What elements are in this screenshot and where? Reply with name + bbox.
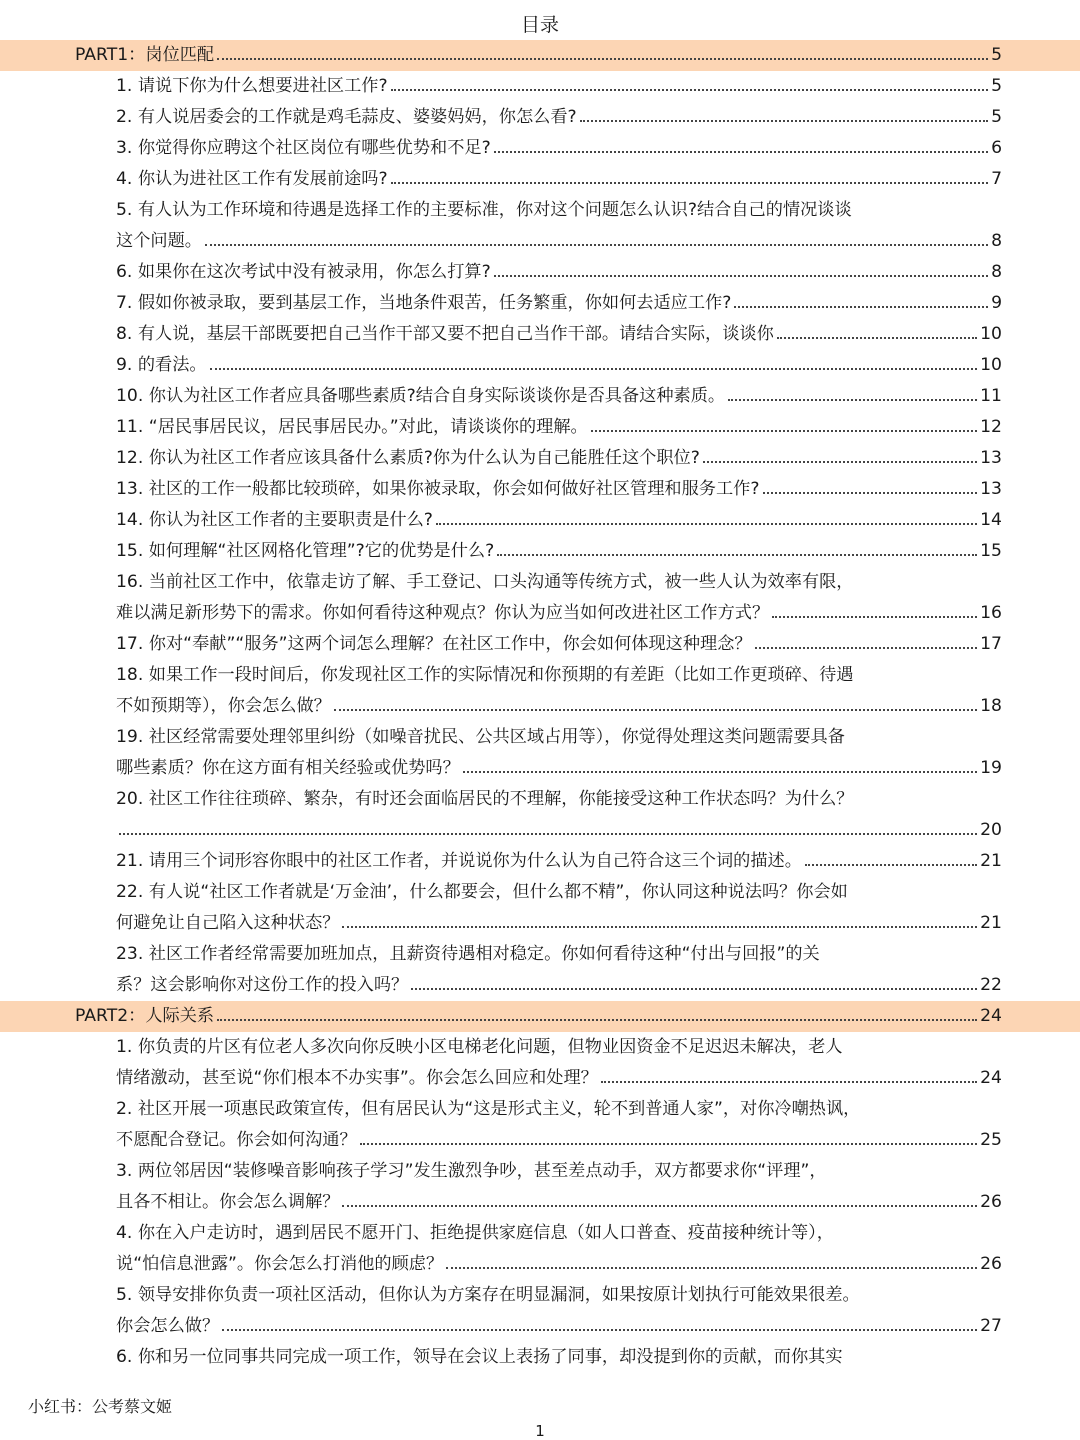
toc-entry-text: 你会怎么做？ [116,1316,220,1336]
toc-leader-dots [805,847,977,866]
toc-leader-dots [436,506,977,525]
toc-entry[interactable] [0,877,1080,908]
toc-entry[interactable] [0,629,1080,660]
toc-leader-dots [703,444,977,463]
toc-entry-text: 这个问题。 [116,231,202,251]
toc-entry-text: 情绪激动，甚至说“你们根本不办实事”。你会怎么回应和处理？ [116,1068,598,1088]
toc-entry-text: 2. 社区开展一项惠民政策宣传，但有居民认为“这是形式主义，轮不到普通人家”，对你冷嘲热讽， [116,1099,861,1119]
toc-leader-dots [222,1312,977,1331]
toc-entry-text: 22. 有人说“社区工作者就是‘万金油’，什么都要会，但什么都不精”，你认同这种说法吗？你会如 [116,882,848,902]
toc-leader-dots [446,1250,977,1269]
toc-leader-dots [494,134,988,153]
toc-entry-text: 18. 如果工作一段时间后，你发现社区工作的实际情况和你预期的有差距（比如工作更琐碎、待遇 [116,665,854,685]
toc-page-number: 21 [980,851,1002,871]
toc-entry-text: 4. 你认为进社区工作有发展前途吗? [116,169,388,189]
toc-leader-dots [334,692,977,711]
toc-entry[interactable] [0,1342,1080,1373]
toc-page-number: 8 [991,262,1002,282]
toc-leader-dots [777,320,977,339]
toc-entry[interactable] [0,939,1080,970]
toc-entry-text: 19. 社区经常需要处理邻里纠纷（如噪音扰民、公共区域占用等），你觉得处理这类问题需要具备 [116,727,845,747]
toc-entry-text: 1. 你负责的片区有位老人多次向你反映小区电梯老化问题，但物业因资金不足迟迟未解决，老人 [116,1037,843,1057]
toc-entry[interactable] [0,319,1080,350]
toc-entry[interactable] [0,908,1080,939]
toc-entry[interactable] [0,660,1080,691]
toc-leader-dots [755,630,978,649]
toc-entry[interactable] [0,1094,1080,1125]
toc-entry[interactable] [0,691,1080,722]
toc-entry-text: 2. 有人说居委会的工作就是鸡毛蒜皮、婆婆妈妈，你怎么看? [116,107,577,127]
toc-entry[interactable] [0,1125,1080,1156]
toc-entry[interactable] [0,970,1080,1001]
toc-entry-text: 23. 社区工作者经常需要加班加点，且薪资待遇相对稳定。你如何看待这种“付出与回报”的关 [116,944,820,964]
toc-leader-dots [497,537,977,556]
toc-page-number: 26 [980,1254,1002,1274]
toc-entry-text: 难以满足新形势下的需求。你如何看待这种观点？你认为应当如何改进社区工作方式？ [116,603,770,623]
toc-entry[interactable] [0,164,1080,195]
toc-entry-text: 不愿配合登记。你会如何沟通？ [116,1130,357,1150]
toc-entry[interactable] [0,567,1080,598]
toc-entry-text: 20. 社区工作往往琐碎、繁杂，有时还会面临居民的不理解，你能接受这种工作状态吗？为什么？ [116,789,854,809]
page-number: 1 [535,1422,545,1440]
toc-entry-text: 6. 你和另一位同事共同完成一项工作，领导在会议上表扬了同事，却没提到你的贡献，而你其实 [116,1347,843,1367]
toc-entry[interactable] [0,1032,1080,1063]
toc-leader-dots [360,1126,977,1145]
toc-entry-text: 16. 当前社区工作中，依靠走访了解、手工登记、口头沟通等传统方式，被一些人认为效率有限， [116,572,854,592]
toc-entry[interactable] [0,1249,1080,1280]
toc-entry-text: 6. 如果你在这次考试中没有被录用，你怎么打算? [116,262,491,282]
toc-entry[interactable] [0,1156,1080,1187]
toc-leader-dots [217,41,988,60]
toc-entry[interactable] [0,753,1080,784]
toc-leader-dots [463,754,977,773]
toc-page-number: 26 [980,1192,1002,1212]
toc-page-number: 8 [991,231,1002,251]
toc-page-number: 7 [991,169,1002,189]
toc-entry[interactable] [0,412,1080,443]
toc-entry[interactable] [0,598,1080,629]
toc-entry[interactable] [0,350,1080,381]
toc-entry[interactable] [0,288,1080,319]
toc-entry-text: 说“怕信息泄露”。你会怎么打消他的顾虑？ [116,1254,444,1274]
toc-page-number: 18 [980,696,1002,716]
toc-entry-text: 何避免让自己陷入这种状态？ [116,913,340,933]
toc-page-number: 20 [980,820,1002,840]
toc-page-number: 19 [980,758,1002,778]
toc-entry-text: 5. 领导安排你负责一项社区活动，但你认为方案存在明显漏洞，如果按原计划执行可能效果很差。 [116,1285,860,1305]
toc-page-number: 24 [980,1006,1002,1026]
toc-leader-dots [210,351,978,370]
toc-section-heading[interactable] [0,40,1080,71]
toc-leader-dots [763,475,978,494]
toc-entry-text: 3. 你觉得你应聘这个社区岗位有哪些优势和不足? [116,138,491,158]
toc-leader-dots [217,1002,977,1021]
toc-entry[interactable] [0,1280,1080,1311]
toc-entry[interactable] [0,846,1080,877]
toc-leader-dots [772,599,977,618]
toc-page-number: 16 [980,603,1002,623]
toc-leader-dots [580,103,988,122]
toc-entry-text: 4. 你在入户走访时，遇到居民不愿开门、拒绝提供家庭信息（如人口普查、疫苗接种统计等）， [116,1223,834,1243]
toc-entry[interactable] [0,1218,1080,1249]
toc-entry[interactable] [0,1311,1080,1342]
toc-leader-dots [391,165,988,184]
toc-leader-dots [734,289,988,308]
toc-entry[interactable] [0,474,1080,505]
toc-leader-dots [119,816,977,835]
toc-entry[interactable] [0,815,1080,846]
toc-page-number: 25 [980,1130,1002,1150]
toc-entry-text: 5. 有人认为工作环境和待遇是选择工作的主要标准，你对这个问题怎么认识?结合自己的情况谈谈 [116,200,852,220]
toc-entry[interactable] [0,195,1080,226]
toc-leader-dots [205,227,988,246]
toc-page-number: 13 [980,448,1002,468]
toc-entry-text: 12. 你认为社区工作者应该具备什么素质?你为什么认为自己能胜任这个职位? [116,448,700,468]
toc-entry[interactable] [0,381,1080,412]
toc-leader-dots [391,72,988,91]
footer-source: 小红书：公考蔡文姬 [28,1397,173,1416]
toc-entry-text: 8. 有人说，基层干部既要把自己当作干部又要不把自己当作干部。请结合实际，谈谈你 [116,324,774,344]
toc-entry[interactable] [0,257,1080,288]
toc-page-number: 5 [991,76,1002,96]
toc-entry[interactable] [0,71,1080,102]
toc-entry-text: PART1：岗位匹配 [75,45,215,65]
toc-page-number: 14 [980,510,1002,530]
toc-leader-dots [342,1188,977,1207]
toc-entry-text: 17. 你对“奉献”“服务”这两个词怎么理解？在社区工作中，你会如何体现这种理念？ [116,634,752,654]
toc-page-number: 10 [980,324,1002,344]
toc-entry-text: 15. 如何理解“社区网格化管理”?它的优势是什么? [116,541,495,561]
toc-entry[interactable] [0,443,1080,474]
toc-entry-text: 7. 假如你被录取，要到基层工作，当地条件艰苦，任务繁重，你如何去适应工作? [116,293,732,313]
toc-entry-text: 3. 两位邻居因“装修噪音影响孩子学习”发生激烈争吵，甚至差点动手，双方都要求你“评理”， [116,1161,827,1181]
toc-entry[interactable] [0,1063,1080,1094]
toc-entry-text: 14. 你认为社区工作者的主要职责是什么? [116,510,433,530]
toc-page-number: 21 [980,913,1002,933]
toc-page-number: 22 [980,975,1002,995]
toc-page-number: 6 [991,138,1002,158]
toc-page-number: 24 [980,1068,1002,1088]
toc-leader-dots [494,258,988,277]
toc-leader-dots [591,413,977,432]
toc-entry-text: PART2：人际关系 [75,1006,215,1026]
toc-section-heading[interactable] [0,1001,1080,1032]
toc-page-number: 5 [991,45,1002,65]
toc-page-number: 17 [980,634,1002,654]
toc-leader-dots [601,1064,977,1083]
toc-page-number: 27 [980,1316,1002,1336]
toc-entry-text: 13. 社区的工作一般都比较琐碎，如果你被录取，你会如何做好社区管理和服务工作? [116,479,760,499]
toc-page-number: 12 [980,417,1002,437]
toc-page-number: 15 [980,541,1002,561]
toc-entry[interactable] [0,722,1080,753]
toc-entry-text: 哪些素质？你在这方面有相关经验或优势吗？ [116,758,460,778]
toc-leader-dots [342,909,977,928]
toc-entry[interactable] [0,784,1080,815]
toc-leader-dots [728,382,977,401]
toc-entry-text: 21. 请用三个词形容你眼中的社区工作者，并说说你为什么认为自己符合这三个词的描述。 [116,851,802,871]
toc-entry[interactable] [0,1187,1080,1218]
toc-entry[interactable] [0,226,1080,257]
toc-page-number: 13 [980,479,1002,499]
toc-page-number: 9 [991,293,1002,313]
toc-entry-text: 9. 的看法。 [116,355,207,375]
toc-leader-dots [411,971,977,990]
table-of-contents [0,40,1080,1373]
toc-entry[interactable] [0,102,1080,133]
toc-entry-text: 且各不相让。你会怎么调解？ [116,1192,340,1212]
toc-title: 目录 [520,14,559,36]
toc-entry-text: 1. 请说下你为什么想要进社区工作? [116,76,388,96]
toc-entry-text: 系？这会影响你对这份工作的投入吗？ [116,975,409,995]
toc-entry-text: 不如预期等），你会怎么做？ [116,696,331,716]
toc-page-number: 10 [980,355,1002,375]
toc-entry[interactable] [0,505,1080,536]
toc-entry[interactable] [0,536,1080,567]
toc-page-number: 11 [980,386,1002,406]
toc-entry-text: 10. 你认为社区工作者应具备哪些素质?结合自身实际谈谈你是否具备这种素质。 [116,386,726,406]
toc-page-number: 5 [991,107,1002,127]
toc-entry[interactable] [0,133,1080,164]
toc-entry-text: 11. “居民事居民议，居民事居民办。”对此，请谈谈你的理解。 [116,417,588,437]
